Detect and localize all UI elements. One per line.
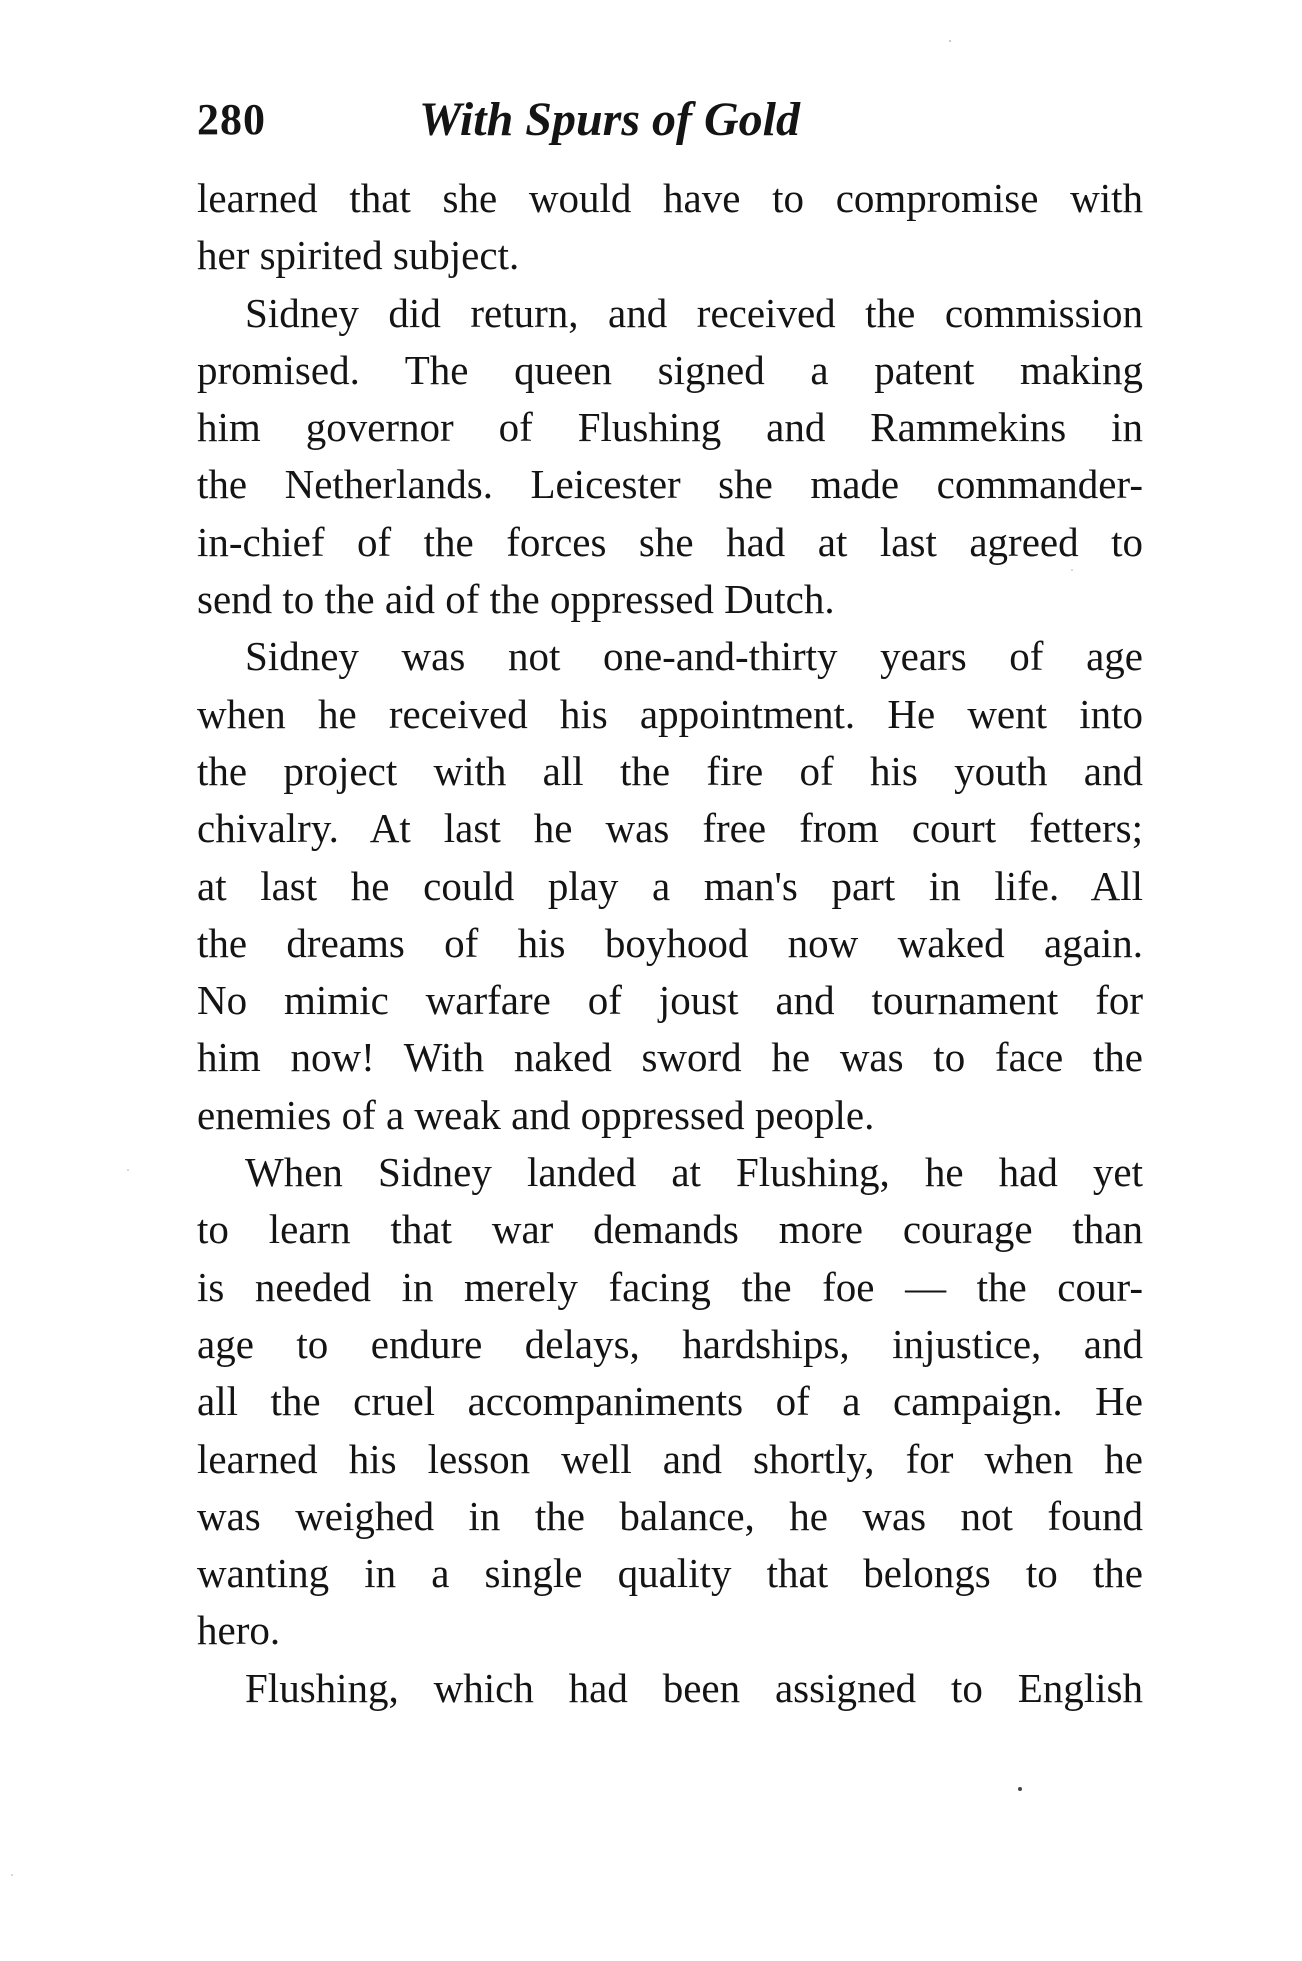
- page-number: 280: [197, 95, 266, 144]
- text-line: promised. The queen signed a patent making: [197, 346, 1143, 393]
- text-line: in-chief of the forces she had at last agreed to: [197, 518, 1143, 565]
- text-line: age to endure delays, hardships, injustice, and: [197, 1320, 1143, 1367]
- text-line: wanting in a single quality that belongs to the: [197, 1550, 1143, 1597]
- paper-speck: [127, 1169, 129, 1171]
- text-line: chivalry. At last he was free from court fetters;: [197, 805, 1143, 852]
- text-line: the Netherlands. Leicester she made commander-: [197, 461, 1143, 508]
- text-line: when he received his appointment. He went into: [197, 690, 1143, 737]
- paragraph-first-line: Flushing, which had been assigned to English: [245, 1664, 1143, 1711]
- text-line: at last he could play a man's part in life. All: [197, 862, 1143, 909]
- paper-speck: [949, 40, 951, 42]
- text-line: No mimic warfare of joust and tournament for: [197, 977, 1143, 1024]
- paragraph-first-line: Sidney was not one-and-thirty years of age: [245, 633, 1143, 680]
- paper-speck: [1018, 1787, 1022, 1791]
- running-title: With Spurs of Gold: [419, 93, 800, 146]
- text-line: the project with all the fire of his youth and: [197, 747, 1143, 794]
- text-line: learned his lesson well and shortly, for when he: [197, 1435, 1143, 1482]
- paragraph-first-line: Sidney did return, and received the commission: [245, 289, 1143, 336]
- text-line: is needed in merely facing the foe — the cour-: [197, 1263, 1143, 1310]
- text-line: learned that she would have to compromise with: [197, 175, 1143, 221]
- text-line: send to the aid of the oppressed Dutch.: [197, 576, 835, 623]
- text-line: hero.: [197, 1607, 281, 1654]
- text-line: her spirited subject.: [197, 232, 520, 279]
- text-line: to learn that war demands more courage than: [197, 1206, 1143, 1253]
- paragraph-first-line: When Sidney landed at Flushing, he had yet: [245, 1149, 1143, 1196]
- text-line: him now! With naked sword he was to face the: [197, 1034, 1143, 1081]
- text-line: all the cruel accompaniments of a campaign. He: [197, 1378, 1143, 1425]
- paper-speck: [11, 1874, 13, 1876]
- text-line: the dreams of his boyhood now waked again.: [197, 919, 1143, 966]
- text-line: enemies of a weak and oppressed people.: [197, 1091, 875, 1138]
- page-header: [197, 90, 1147, 150]
- text-line: was weighed in the balance, he was not found: [197, 1492, 1143, 1539]
- body-text: [197, 170, 1143, 1717]
- text-line: him governor of Flushing and Rammekins in: [197, 404, 1143, 451]
